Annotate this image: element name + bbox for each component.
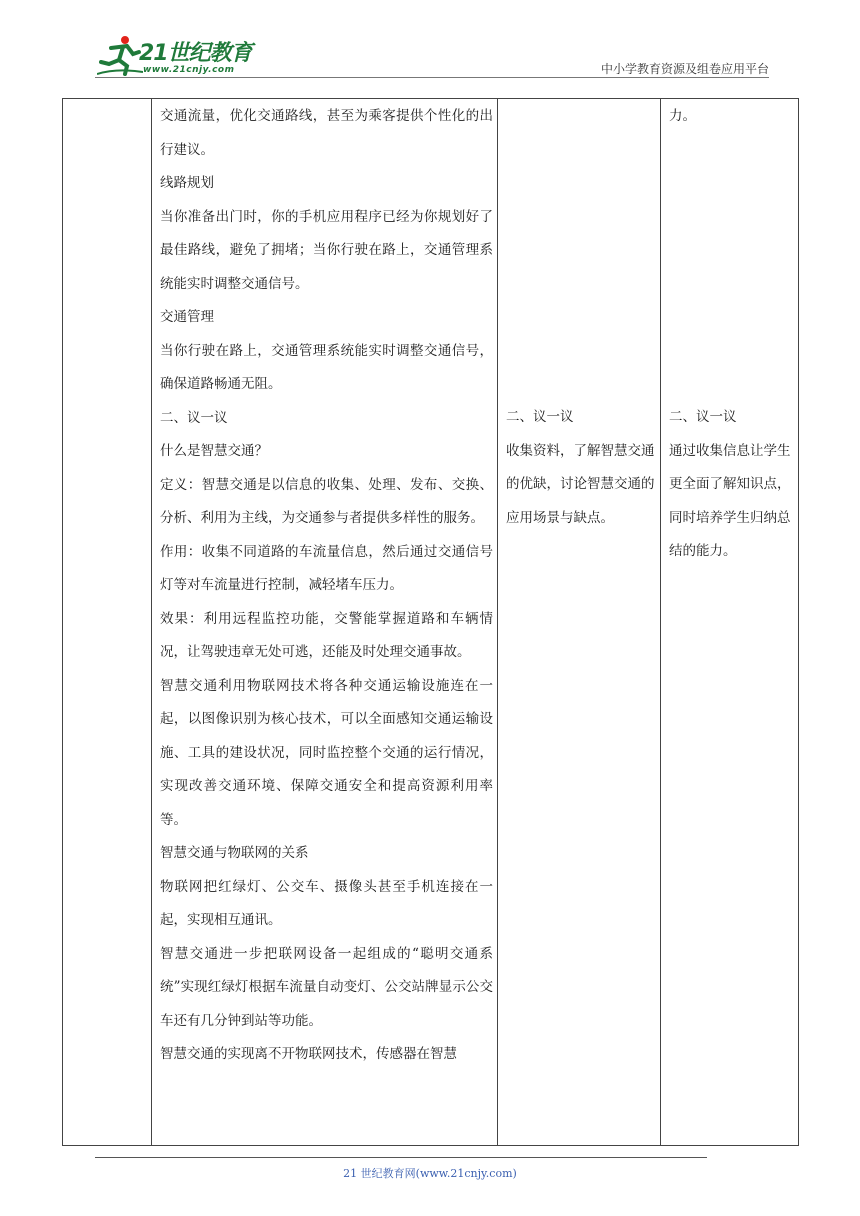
paragraph: 作用：收集不同道路的车流量信息，然后通过交通信号灯等对车流量进行控制，减轻堵车压力。	[160, 543, 493, 593]
section-heading: 二、议一议	[506, 409, 574, 425]
logo-url: www.21cnjy.com	[143, 65, 235, 75]
paragraph: 交通流量，优化交通路线，甚至为乘客提供个性化的出行建议。	[160, 108, 493, 158]
paragraph: 智慧交通利用物联网技术将各种交通运输设施连在一起，以图像识别为核心技术，可以全面感知交通运输设施、工具的建设状况，同时监控整个交通的运行情况，实现改善交通环境、保障交通安全和提高资源利用率等。	[160, 677, 493, 828]
header-divider	[95, 77, 769, 78]
page-footer: 21 世纪教育网(www.21cnjy.com)	[343, 1167, 517, 1180]
paragraph: 智慧交通的实现离不开物联网技术，传感器在智慧	[160, 1046, 457, 1062]
paragraph: 智慧交通进一步把联网设备一起组成的“聪明交通系统”实现红绿灯根据车流量自动变灯、公交站牌显示公交车还有几分钟到站等功能。	[160, 945, 493, 1029]
paragraph: 什么是智慧交通？	[160, 443, 268, 459]
paragraph: 力。	[669, 108, 696, 124]
footer-divider	[95, 1157, 707, 1158]
section-heading: 二、议一议	[160, 409, 228, 426]
table-row	[63, 99, 799, 1146]
section-heading: 二、议一议	[669, 409, 737, 425]
runner-logo-icon	[97, 34, 143, 78]
paragraph: 物联网把红绿灯、公交车、摄像头甚至手机连接在一起，实现相互通讯。	[160, 878, 493, 928]
paragraph: 线路规划	[160, 175, 214, 191]
logo-text: 21世纪教育	[139, 41, 252, 66]
paragraph: 交通管理	[160, 309, 214, 325]
paragraph: 当你行驶在路上，交通管理系统能实时调整交通信号，确保道路畅通无阻。	[160, 342, 493, 392]
platform-name: 中小学教育资源及组卷应用平台	[600, 62, 769, 76]
paragraph: 定义：智慧交通是以信息的收集、处理、发布、交换、分析、利用为主线，为交通参与者提供多样性的服务。	[160, 476, 493, 526]
paragraph: 收集资料，了解智慧交通的优缺，讨论智慧交通的应用场景与缺点。	[506, 442, 655, 526]
student-activity-cell	[498, 99, 661, 1146]
paragraph: 智慧交通与物联网的关系	[160, 845, 309, 861]
paragraph: 通过收集信息让学生更全面了解知识点，同时培养学生归纳总结的能力。	[669, 442, 791, 559]
page-header	[97, 30, 769, 78]
logo	[97, 34, 267, 78]
teacher-activity-cell	[152, 99, 498, 1146]
paragraph: 效果：利用远程监控功能，交警能掌握道路和车辆情况，让驾驶违章无处可逃，还能及时处理交通事故。	[160, 610, 493, 660]
paragraph: 当你准备出门时，你的手机应用程序已经为你规划好了最佳路线，避免了拥堵；当你行驶在路上，交通管理系统能实时调整交通信号。	[160, 208, 493, 292]
lesson-table	[62, 98, 799, 1146]
design-intent-cell	[661, 99, 799, 1146]
stage-cell	[63, 99, 152, 1146]
